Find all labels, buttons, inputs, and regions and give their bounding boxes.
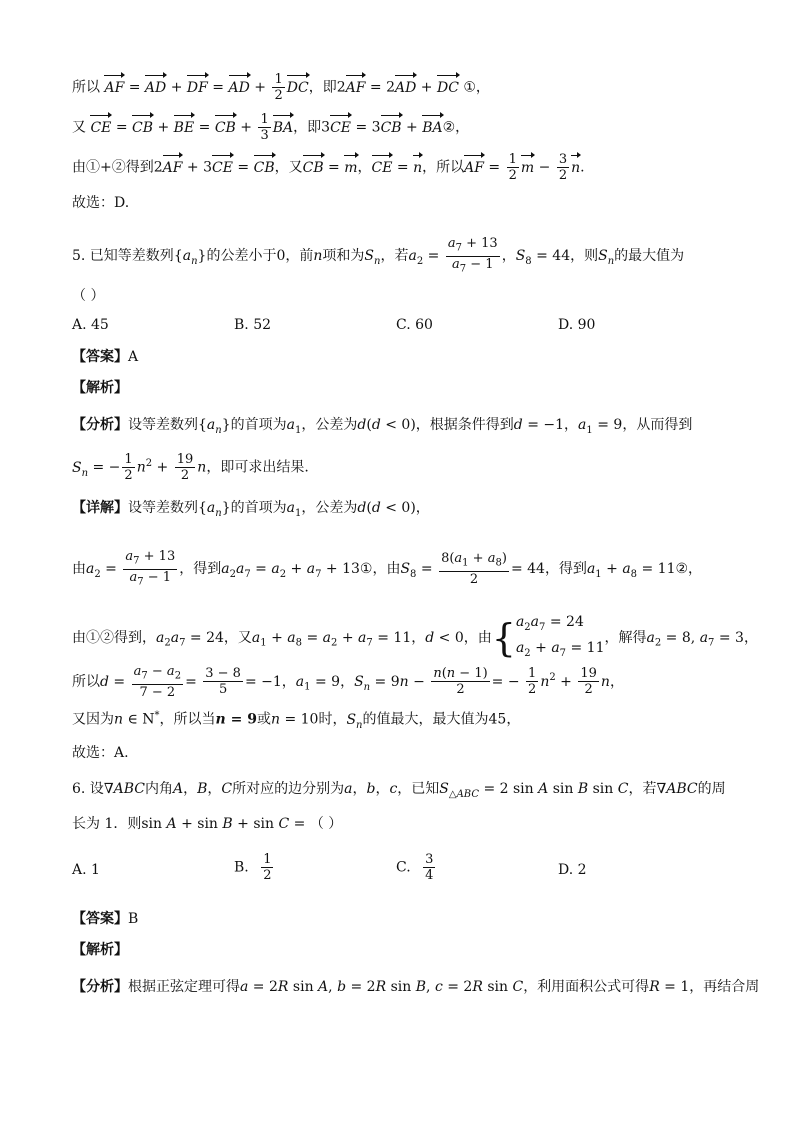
q5-step-2: 由①②得到，$a_2a_7 = 24$，又$a_1 + a_8 = a_2 + a_7 = 11$，d < 0，由 { $a_2a_7 = 24$ $a_2 + a_7 = 11$ ，解得$a_2 = 8$, $a_7 = 3$， [72, 614, 758, 660]
q5-step-3: 所以d = $\frac{a_7 - a_2}{7 - 2}$ = $\frac{3 - 8}{5}$ = −1，$a_1 = 9$，$S_n = 9n$ − $\frac{n(n - 1)}{2}$ = − $\frac{1}{2}$ $n^2$ + $\frac{19}{2}$ n， [72, 664, 624, 700]
q5-option-c[interactable]: C. 60 [396, 317, 433, 333]
proof-line-2: 又 CE = CB + BE = CB + $\frac{1}{3}$ BA，即3CE = 3CB + BA②， [72, 112, 470, 143]
q5-stem: 5. 已知等差数列$\{a_n\}$的公差小于0，前n项和为$S_n$，若$a_2$ = $\frac{a_7 + 13}{a_7 - 1}$ ，$S_8 = 44$，则$S_n$的最大值为 [72, 236, 685, 275]
q5-answer: 【答案】A [72, 349, 139, 365]
q5-analysis-tag: 【解析】 [72, 380, 128, 396]
q6-stem-line-2: 长为 1．则sin A + sin B + sin C = （ ） [72, 816, 343, 832]
q6-fenxi-line-1: 【分析】根据正弦定理可得a = 2R sin A, b = 2R sin B, c = 2R sin C，利用面积公式可得R = 1，再结合周 [72, 979, 760, 995]
q6-answer: 【答案】B [72, 911, 139, 927]
proof-line-1: 所以 AF = AD + DF = AD + $\frac{1}{2}$ DC，即2AF = 2AD + DC ①， [72, 72, 490, 103]
q6-option-c[interactable]: C. $\frac{3}{4}$ [396, 852, 434, 883]
q6-option-a[interactable]: A. 1 [72, 862, 100, 878]
q5-fenxi-line-2: $S_n$ = − $\frac{1}{2}$ $n^2$ + $\frac{19}{2}$ n，即可求出结果. [72, 452, 309, 483]
q5-step-1: 由$a_2$ = $\frac{a_7 + 13}{a_7 - 1}$ ，得到$a_2a_7 = a_2 + a_7$ + 13①，由$S_8$ = $\frac{8(a_1 + a_8)}{2}$ = 44，得到$a_1 + a_8$ = 11②， [72, 549, 703, 588]
q5-paren: （ ） [72, 288, 105, 304]
q5-option-d[interactable]: D. 90 [558, 317, 596, 333]
q5-option-b[interactable]: B. 52 [234, 317, 272, 333]
proof-conclusion: 故选：D. [72, 195, 130, 211]
q6-option-b[interactable]: B. $\frac{1}{2}$ [234, 852, 272, 883]
q5-option-a[interactable]: A. 45 [72, 317, 109, 333]
q5-fenxi-line-1: 【分析】设等差数列$\{a_n\}$的首项为$a_1$，公差为d(d < 0)，根据条件得到d = −1，$a_1 = 9$，从而得到 [72, 417, 693, 436]
q5-xiangjie-line-1: 【详解】设等差数列$\{a_n\}$的首项为$a_1$，公差为d(d < 0)， [72, 500, 430, 519]
q5-conclusion: 故选：A. [72, 745, 129, 761]
q6-stem-line-1: 6. 设∇ABC内角A，B，C所对应的边分别为a，b，c，已知$S_{\triangle ABC} = 2$ sin A sin B sin C，若∇ABC的周 [72, 781, 726, 800]
q6-analysis-tag: 【解析】 [72, 942, 128, 958]
q5-step-4: 又因为n ∈ N*，所以当n = 9或n = 10时，$S_n$的值最大，最大值为45， [72, 710, 521, 731]
proof-line-3: 由①+②得到2AF + 3CE = CB，又CB = m，CE = n，所以AF = $\frac{1}{2}$ m − $\frac{3}{2}$ n. [72, 152, 585, 183]
q6-option-d[interactable]: D. 2 [558, 862, 587, 878]
